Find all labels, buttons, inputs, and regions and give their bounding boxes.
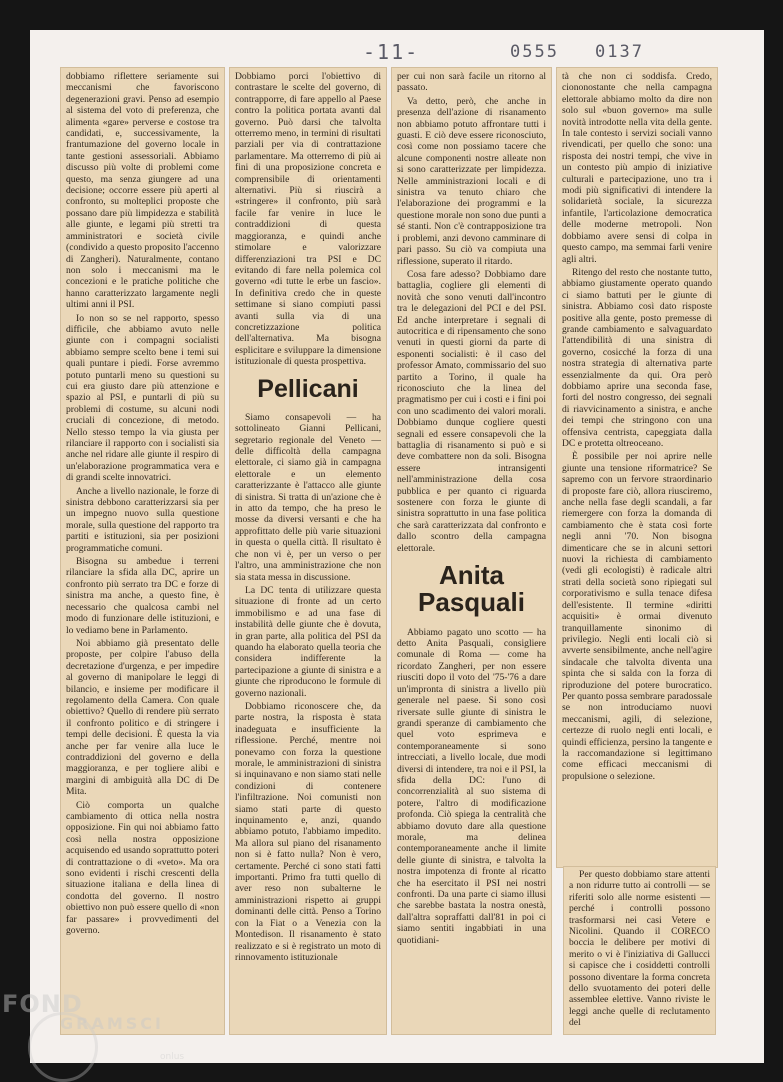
paragraph: Abbiamo pagato uno scotto — ha detto Anita Pasquali, consigliere comunale di Roma — come ha ricordato Zangheri, per non essere riusciti dopo il voto del '75-'76 a dare un'impronta di sinistra a livello più generale nel paese. Si sono così riversate sulle giunte di sinistra le grandi speranze di cambiamento che quel voto esprimeva e contemporaneamente si sono intrecciati, a livello locale, due modi diversi di intendere, tra noi e il PSI, la sfida della DC: l'uno di concorrenzialità al suo sistema di potere, l'altro di modificazione profonda. Ciò spiega la centralità che abbiamo dovuto dare alla questione morale, ma delinea contemporaneamente anche il limite delle giunte di sinistra, e talvolta la nostra impotenza di fronte al ricatto che ha esercitato il PSI nei nostri confronti. Da una parte ci siamo illusi che sarebbe bastata la nostra onestà, dall'altra sopraffatti dall'81 in poi ci siamo sentiti ingabbiati in una quotidiani- [397, 626, 546, 946]
article-column-2 [235, 71, 381, 1031]
clipping-column-4-top [556, 67, 718, 868]
watermark-line-2: GRAMSCI [60, 1014, 164, 1033]
speaker-heading-anita-pasquali: Anita Pasquali [418, 560, 525, 618]
clipping-column-2 [229, 67, 387, 1035]
paragraph: Dobbiamo riconoscere che, da parte nostra, la risposta è stata inadeguata e insufficiente la riflessione. Perché, mentre noi ponevamo con forza la questione morale, le amministrazioni di sinistra si inquinavano e non siamo stati nelle condizioni di contenere l'infiltrazione. Noi comunisti non siamo stati parte di questo inquinamento e, anzi, quando abbiamo potuto, l'abbiamo impedito. Ma allora sul piano del risanamento non si è fatto nulla? Non è vero, certamente. Perché ci sono stati fatti importanti. Primo fra tutti quello di aver reso non subalterne le amministrazioni rispetto ai gruppi dominanti delle città. Penso a Torino con la Fiat o a Venezia con la Montedison. Il risanamento è stato realizzato e si è registrato un moto di rinnovamento istituzionale [235, 700, 381, 963]
paragraph: La DC tenta di utilizzare questa situazione di fronte ad un certo immobilismo e ad una fase di instabilità delle giunte che è dovuta, in gran parte, alla politica del PSI da quando ha elaborato quella teoria che considera indifferente la partecipazione a giunte di sinistra e a giunte che riproducono le formule di governo nazionali. [235, 584, 381, 699]
watermark-subtitle: onlus [160, 1052, 185, 1062]
paragraph: È possibile per noi aprire nelle giunte una tensione riformatrice? Se sapremo con un fervore straordinario di proposte fare ciò, allora riusciremo, anche nella fase degli scandali, a far riemergere con forza la domanda di cambiamento che è stata così forte negli anni '70. Non bisogna dimenticare che se in alcuni settori nuovi la richiesta di cambiamento (vedi gli ecologisti) è radicale altri strati della società sono ripiegati sul corporativismo e sulla tenace difesa dell'esistente. Il termine «diritti acquisiti» è ormai divenuto tranquillamente sinonimo di privilegio. Negli enti locali ciò si avverte sensibilmente, anche nell'agire sindacale che talvolta diventa una spinta che si salda con la forza di riproduzione del potere burocratico. Per quanto possa sembrare paradossale se non introduciamo nuovi meccanismi, agili, di selezione, certezze di ruolo negli enti locali, e quindi efficienza, persino la tangente e la raccomandazione si legittimano come efficaci meccanismi di propulsione o selezione. [562, 451, 712, 782]
archive-sheet [30, 30, 764, 1063]
handwritten-page-number: -11- [363, 40, 420, 64]
article-column-4-bottom [569, 869, 710, 1031]
clipping-column-4-bottom [563, 866, 716, 1035]
paragraph: Siamo consapevoli — ha sottolineato Gianni Pellicani, segretario regionale del Veneto — delle difficoltà della campagna elettorale, ci siamo già in campagna elettorale e un elemento caratterizzante è l'attacco alle giunte di sinistra. Si tratta di un'azione che è in atto da tempo, che ha preso le mosse da diversi versanti e che ha approfittato delle più varie situazioni in questa o quella città. Il risultato è che non vi è, per un verso o per l'altro, una amministrazione che non sia stata messa in discussione. [235, 411, 381, 583]
clipping-column-3 [391, 67, 552, 1035]
archive-stamp-number: 0137 [595, 42, 644, 62]
article-column-4-top [562, 71, 712, 864]
paragraph: Dobbiamo porci l'obiettivo di contrastare le scelte del governo, di contrapporre, di fare appello al Paese contro la politica portata avanti dal governo. Può darsi che talvolta otterremo meno, in termini di risultati parziali per via di contrattazione parlamentare. Ma otterremo di più ai fini di una proposizione concreta e comprensibile di orientamenti alternativi. Più si riuscirà a «stringere» il confronto, più sarà facile far venire in luce le contraddizioni di questa maggioranza, e quindi anche stimolare e valorizzare differenziazioni tra PSI e DC evitando di fare nella polemica col governo «di tutte le erbe un fascio». In definitiva credo che in queste settimane si siano compiuti passi avanti sulla via di una concretizzazione politica dell'alternativa. Ma bisogna esplicitare e sviluppare la dimensione istituzionale di questa prospettiva. [235, 71, 381, 368]
paragraph: Ciò comporta un qualche cambiamento di ottica nella nostra opposizione. Fin qui noi abbiamo fatto così nella nostra opposizione acquisendo ed usando soprattutto poteri di contrattazione o di «veto». Ma ora sono evidenti i rischi crescenti della situazione italiana e della linea di condotta del governo. Il nostro obiettivo non può essere quello di «non far passare» i provvedimenti del governo. [66, 799, 219, 937]
paragraph: Ritengo del resto che nostante tutto, abbiamo giustamente operato quando ci siamo battuti per le giunte di sinistra. Abbiamo così dato risposte positive alla gente, posto premesse di grande cambiamento e salvaguardato l'attendibilità di una sinistra di governo, cosicché la forza di una nostra strategia di alternativa parte essenzialmente da qui. Ora però dobbiamo aprire una seconda fase, forti del nostro congresso, dei segnali di riavvicinamento a sinistra, e anche dei tempi che stringono con una offensiva centrista, capeggiata dalla DC e protetta oltreoceano. [562, 266, 712, 449]
paragraph: Bisogna su ambedue i terreni rilanciare la sfida alla DC, aprire un confronto più serrato tra DC e forze di sinistra ma anche, a questo fine, è necessario che qualcosa cambi nel modo di funzionare delle istituzioni, e lo vediamo bene in Parlamento. [66, 556, 219, 636]
clipping-column-1 [60, 67, 225, 1035]
paragraph: Va detto, però, che anche in presenza dell'azione di risanamento non abbiamo potuto affrontare tutti i guasti. E ciò deve essere riconosciuto, così come non possiamo tacere che alcune componenti nostre alleate non si sono caratterizzate per limpidezza. Nelle amministrazioni locali e di sinistra va tenuto chiaro che l'elaborazione dei programmi e la questione morale non sono due punti a sé stanti. Non c'è contrapposizione tra i problemi, anzi devono camminare di pari passo. Su ciò va compiuta una riflessione, superato il ritardo. [397, 95, 546, 267]
article-column-1 [66, 71, 219, 1031]
watermark-line-1: FOND [2, 990, 83, 1018]
paragraph: tà che non ci soddisfa. Credo, ciononostante che nella campagna elettorale abbiamo molto da dire non solo sul «buon governo» ma sulle novità introdotte nella vita della gente. In tale contesto i servizi sociali vanno rivendicati, per quello che sono: una risposta dei nostri tempi, che vive in un contesto più ampio di iniziative culturali e partecipazione, uno tra i modi più significativi di intendere la solidarietà sociale, la sicurezza infantile, l'articolazione democratica delle moderne metropoli. Non dobbiamo avere sensi di colpa in questo campo, ma semmai farli venire agli altri. [562, 71, 712, 265]
paragraph: Io non so se nel rapporto, spesso difficile, che abbiamo avuto nelle giunte con i compagni socialisti abbiamo sempre scelto bene i temi sui quali puntare i piedi. Forse avremmo potuto puntarli meno su questioni su cui era giusto dare più attenzione e spazio al PSI, e puntarli di più su problemi di costume, su alcuni nodi cruciali di concezione, di metodo. Nello stesso tempo la via giusta per rilanciare il rapporto con i socialisti sia anche nel ridare alle giunte il respiro di un'elaborazione programmatica vera e di grandi scelte innovatrici. [66, 312, 219, 484]
article-column-3 [397, 71, 546, 1031]
paragraph: dobbiamo riflettere seriamente sui meccanismi che favoriscono degenerazioni gravi. Penso ad esempio al sistema del voto di preferenza, che alimenta «gare» perverse e costose tra candidati, e, successivamente, la frantumazione del governo locale in tante gestioni assessoriali. Abbiamo discusso più volte di problemi come questo, ma senza giungere ad una decisione; occorre essere più aperti al confronto, su molteplici proposte che possano dare più limpidezza e stabilità alle giunte, e legami più stretti tra amministratori e società civile (condivido a questo proposito l'accenno di Zangheri). Naturalmente, contano non solo i meccanismi ma le concezioni e le pratiche politiche che hanno caratterizzato largamente negli ultimi anni il PSI. [66, 71, 219, 311]
archive-stamp-series: 0555 [510, 42, 559, 62]
paragraph: per cui non sarà facile un ritorno al passato. [397, 71, 546, 94]
paragraph: Anche a livello nazionale, le forze di sinistra debbono caratterizzarsi sia per un impegno nuovo sulla questione morale, sulla questione del rapporto tra partiti e istituzioni, sia per posizioni programmatiche comuni. [66, 485, 219, 554]
paragraph: Cosa fare adesso? Dobbiamo dare battaglia, cogliere gli elementi di novità che sono venuti dall'incontro tra le delegazioni del PCI e del PSI. Ed anche interpretare i segnali di autocritica e di ripensamento che sono venuti in questi giorni da parte di esponenti socialisti: è il caso del professor Amato, commissario del suo partito a Torino, il quale ha riconosciuto che la linea del pragmatismo per cui i costi e i fini poi con uno scadimento dei valori morali. Dobbiamo dunque cogliere questi segnali ed essere consapevoli che la battaglia di risanamento si può e si deve combattere non da soli. Bisogna essere intransigenti nell'amministrazione della cosa pubblica e per quanto ci riguarda sostenere con forza le giunte di sinistra soprattutto in una fase politica che sarà caratterizzata dal confronto e dallo scontro della campagna elettorale. [397, 268, 546, 554]
paragraph: Per questo dobbiamo stare attenti a non ridurre tutto ai controlli — se riferiti solo alle norme esistenti — perché i controlli possono trasformarsi nei casi Vetere e Nicolini. Quando il CORECO boccia le delibere per motivi di merito o vi è l'iniziativa di Gallucci si capisce che i cosiddetti controlli possono diventare la forma concreta dello svuotamento dei poteri delle assemblee elettive. Vanno riviste le leggi anche quelle di reclutamento del [569, 869, 710, 1029]
archive-watermark [2, 990, 164, 1033]
paragraph: Noi abbiamo già presentato delle proposte, per colpire l'abuso della decretazione d'urgenza, e per impedire al governo di manipolare le leggi di bilancio, e insieme per modificare il regolamento della Camera. Con quale obiettivo? Quello di rendere più serrato il confronto politico e di stringere i tempi delle decisioni. È questa la via anche per far venire alla luce le contraddizioni del governo e della maggioranza, e per togliere alibi e margini di ambiguità alla DC di De Mita. [66, 637, 219, 798]
speaker-heading-pellicani: Pellicani [257, 374, 359, 403]
